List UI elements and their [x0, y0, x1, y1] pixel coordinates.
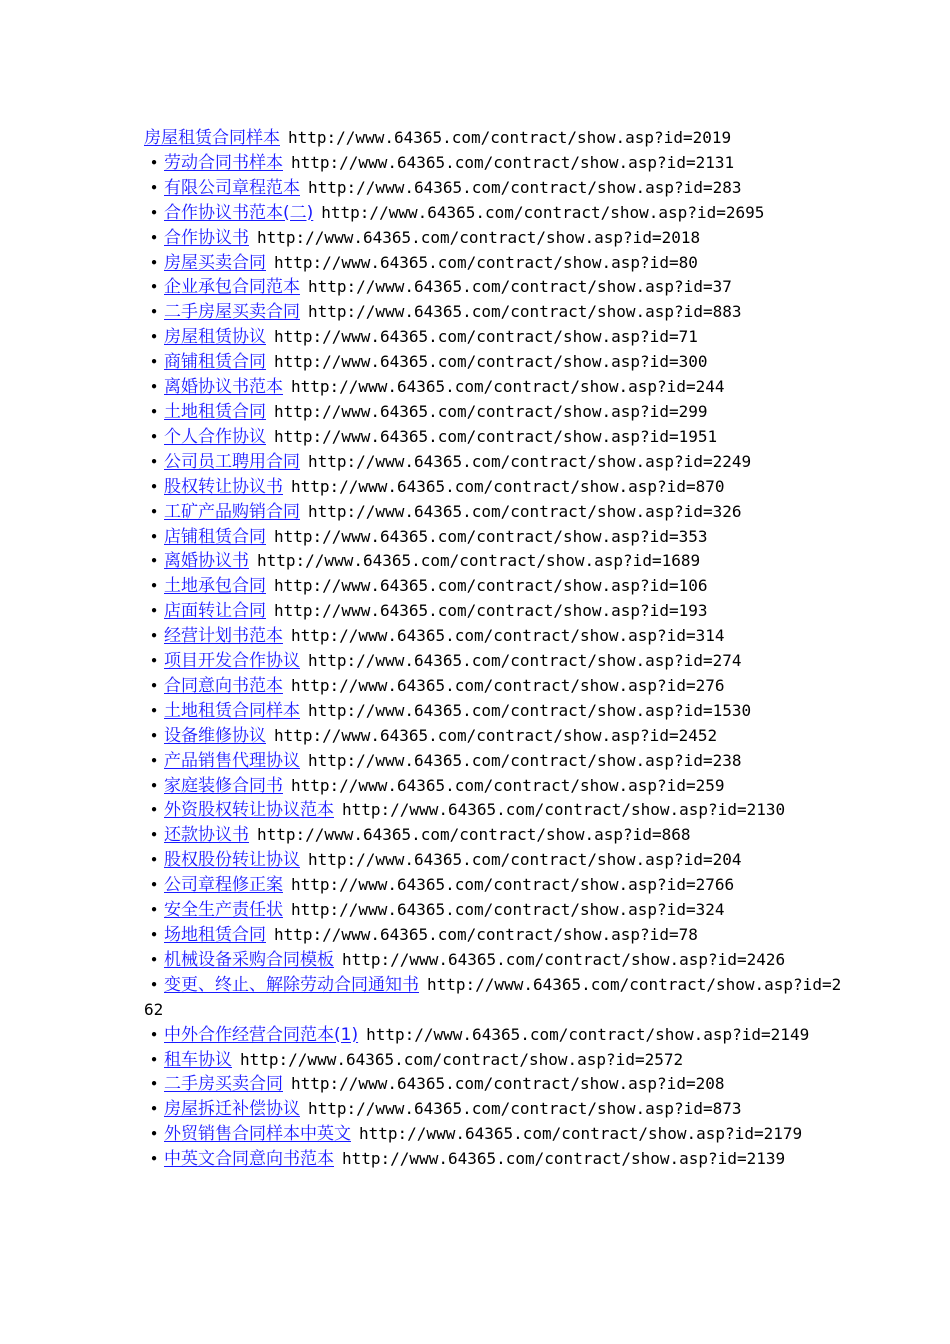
bullet-icon: • — [149, 253, 159, 272]
bullet-icon: • — [149, 178, 159, 197]
bullet-icon: • — [149, 328, 159, 347]
contract-url: http://www.64365.com/contract/show.asp?id=2139 — [342, 1149, 786, 1169]
bullet-icon: • — [149, 477, 159, 496]
contract-title-link[interactable]: 股权转让协议书 — [164, 476, 283, 497]
contract-title-link[interactable]: 项目开发合作协议 — [164, 651, 300, 672]
list-item — [144, 649, 844, 674]
bullet-icon: • — [149, 701, 159, 720]
bullet-icon: • — [149, 452, 159, 471]
contract-url: http://www.64365.com/contract/show.asp?id=259 — [291, 775, 725, 795]
contract-title-link[interactable]: 家庭装修合同书 — [164, 775, 283, 796]
bullet-icon: • — [149, 527, 159, 546]
list-item — [144, 724, 844, 749]
bullet-icon: • — [149, 203, 159, 222]
contract-title-link[interactable]: 店面转让合同 — [164, 601, 266, 622]
contract-title-link[interactable]: 还款协议书 — [164, 825, 249, 846]
list-item — [144, 624, 844, 649]
list-item — [144, 574, 844, 599]
contract-title-link[interactable]: 离婚协议书 — [164, 551, 249, 572]
contract-url: http://www.64365.com/contract/show.asp?id=353 — [274, 526, 708, 546]
bullet-icon: • — [149, 378, 159, 397]
list-item — [144, 325, 844, 350]
contract-url: http://www.64365.com/contract/show.asp?id=314 — [291, 626, 725, 646]
contract-title-link[interactable]: 中英文合同意向书范本 — [164, 1149, 334, 1170]
list-item — [144, 1048, 844, 1073]
list-item — [144, 674, 844, 699]
contract-title-link[interactable]: 店铺租赁合同 — [164, 526, 266, 547]
bullet-icon: • — [149, 602, 159, 621]
contract-url: http://www.64365.com/contract/show.asp?id=262 — [144, 974, 842, 1019]
list-item — [144, 350, 844, 375]
contract-url: http://www.64365.com/contract/show.asp?id=78 — [274, 925, 698, 944]
list-item — [144, 525, 844, 550]
bullet-icon: • — [149, 801, 159, 820]
list-item — [144, 898, 844, 923]
list-item — [144, 848, 844, 873]
contract-title-link[interactable]: 离婚协议书范本 — [164, 377, 283, 398]
bullet-icon: • — [149, 577, 159, 596]
contract-url: http://www.64365.com/contract/show.asp?id=2131 — [291, 152, 735, 172]
bullet-icon: • — [149, 901, 159, 920]
contract-url: http://www.64365.com/contract/show.asp?id=71 — [274, 327, 698, 347]
contract-url: http://www.64365.com/contract/show.asp?id=326 — [308, 501, 742, 521]
list-item — [144, 275, 844, 300]
bullet-icon: • — [149, 876, 159, 895]
list-item — [144, 126, 844, 151]
bullet-icon: • — [149, 851, 159, 870]
list-item — [144, 475, 844, 500]
contract-title-link[interactable]: 场地租赁合同 — [164, 925, 266, 945]
contract-title-link[interactable]: 劳动合同书样本 — [164, 152, 283, 173]
bullet-icon: • — [149, 552, 159, 571]
bullet-icon: • — [149, 153, 159, 172]
contract-title-link[interactable]: 变更、终止、解除劳动合同通知书 — [164, 974, 419, 995]
contract-url: http://www.64365.com/contract/show.asp?id=2766 — [291, 875, 735, 895]
list-item — [144, 774, 844, 799]
contract-title-link[interactable]: 房屋买卖合同 — [164, 252, 266, 273]
bullet-icon: • — [149, 402, 159, 421]
contract-url: http://www.64365.com/contract/show.asp?id=276 — [291, 675, 725, 695]
contract-url: http://www.64365.com/contract/show.asp?id=274 — [308, 651, 742, 671]
contract-title-link[interactable]: 合作协议书 — [164, 227, 249, 248]
list-item — [144, 300, 844, 325]
contract-title-link[interactable]: 房屋租赁协议 — [164, 327, 266, 348]
bullet-icon: • — [149, 1125, 159, 1144]
contract-url: http://www.64365.com/contract/show.asp?id=300 — [274, 352, 708, 372]
list-item — [144, 699, 844, 724]
contract-url: http://www.64365.com/contract/show.asp?id=2452 — [274, 725, 718, 745]
contract-url: http://www.64365.com/contract/show.asp?id=1951 — [274, 426, 718, 446]
list-item — [144, 1097, 844, 1122]
bullet-icon: • — [149, 950, 159, 969]
bullet-icon: • — [149, 1050, 159, 1069]
bullet-icon: • — [149, 926, 159, 944]
list-item — [144, 151, 844, 176]
contract-title-link[interactable]: 公司员工聘用合同 — [164, 451, 300, 472]
contract-url: http://www.64365.com/contract/show.asp?id=299 — [274, 401, 708, 421]
contract-title-link[interactable]: 个人合作协议 — [164, 426, 266, 447]
list-item — [144, 923, 844, 948]
contract-url: http://www.64365.com/contract/show.asp?id=2179 — [359, 1124, 803, 1144]
contract-url: http://www.64365.com/contract/show.asp?id=2695 — [321, 202, 765, 222]
contract-title-link[interactable]: 土地承包合同 — [164, 576, 266, 597]
contract-title-link[interactable]: 二手房屋买卖合同 — [164, 302, 300, 323]
list-item — [144, 1023, 844, 1048]
contract-url: http://www.64365.com/contract/show.asp?id=2426 — [342, 949, 786, 969]
contract-title-link[interactable]: 房屋租赁合同样本 — [144, 128, 280, 148]
contract-url: http://www.64365.com/contract/show.asp?id=2572 — [240, 1049, 684, 1069]
contract-title-link[interactable]: 设备维修协议 — [164, 725, 266, 746]
contract-url: http://www.64365.com/contract/show.asp?id=106 — [274, 576, 708, 596]
list-item — [144, 176, 844, 201]
bullet-icon: • — [149, 502, 159, 521]
list-item — [144, 1072, 844, 1097]
contract-url: http://www.64365.com/contract/show.asp?id=868 — [257, 825, 691, 845]
contract-title-link[interactable]: 机械设备采购合同模板 — [164, 949, 334, 970]
contract-title-link[interactable]: 商铺租赁合同 — [164, 352, 266, 373]
contract-url: http://www.64365.com/contract/show.asp?id=37 — [308, 277, 732, 297]
bullet-icon: • — [149, 652, 159, 671]
contract-url: http://www.64365.com/contract/show.asp?id=2149 — [366, 1024, 810, 1044]
contract-title-link[interactable]: 外资股权转让协议范本 — [164, 800, 334, 821]
list-item — [144, 400, 844, 425]
contract-url: http://www.64365.com/contract/show.asp?id=238 — [308, 750, 742, 770]
contract-url: http://www.64365.com/contract/show.asp?id=2249 — [308, 451, 752, 471]
bullet-icon: • — [149, 427, 159, 446]
bullet-icon: • — [149, 627, 159, 646]
bullet-icon: • — [149, 676, 159, 695]
contract-url: http://www.64365.com/contract/show.asp?id=324 — [291, 900, 725, 920]
bullet-icon: • — [149, 228, 159, 247]
bullet-icon: • — [149, 751, 159, 770]
contract-title-link[interactable]: 公司章程修正案 — [164, 875, 283, 896]
bullet-icon: • — [149, 303, 159, 322]
list-item — [144, 1147, 844, 1172]
list-item — [144, 375, 844, 400]
contract-url: http://www.64365.com/contract/show.asp?id=870 — [291, 476, 725, 496]
contract-url: http://www.64365.com/contract/show.asp?id=873 — [308, 1099, 742, 1119]
bullet-icon: • — [149, 1150, 159, 1169]
contract-url: http://www.64365.com/contract/show.asp?id=1689 — [257, 551, 701, 571]
list-item — [144, 425, 844, 450]
contract-title-link[interactable]: 土地租赁合同 — [164, 401, 266, 422]
list-item — [144, 1122, 844, 1147]
contract-url: http://www.64365.com/contract/show.asp?id=244 — [291, 377, 725, 397]
contract-title-link[interactable]: 中外合作经营合同范本(1) — [164, 1024, 359, 1045]
bullet-icon: • — [149, 1075, 159, 1094]
contract-link-list — [144, 126, 844, 1172]
contract-url: http://www.64365.com/contract/show.asp?id=2018 — [257, 227, 701, 247]
list-item — [144, 798, 844, 823]
contract-url: http://www.64365.com/contract/show.asp?id=1530 — [308, 700, 752, 720]
contract-url: http://www.64365.com/contract/show.asp?id=80 — [274, 252, 698, 272]
list-item — [144, 873, 844, 898]
list-item — [144, 251, 844, 276]
contract-url: http://www.64365.com/contract/show.asp?id=2019 — [288, 128, 732, 147]
contract-title-link[interactable]: 二手房买卖合同 — [164, 1074, 283, 1095]
contract-title-link[interactable]: 股权股份转让协议 — [164, 850, 300, 871]
list-item — [144, 500, 844, 525]
contract-title-link[interactable]: 合作协议书范本(二) — [164, 202, 314, 223]
list-item — [144, 201, 844, 226]
bullet-icon: • — [149, 826, 159, 845]
bullet-icon: • — [149, 1100, 159, 1119]
bullet-icon: • — [149, 278, 159, 297]
contract-title-link[interactable]: 合同意向书范本 — [164, 675, 283, 696]
list-item — [144, 948, 844, 973]
contract-title-link[interactable]: 产品销售代理协议 — [164, 750, 300, 771]
contract-url: http://www.64365.com/contract/show.asp?id=204 — [308, 850, 742, 870]
list-item — [144, 973, 844, 1023]
bullet-icon: • — [149, 1025, 159, 1044]
contract-title-link[interactable]: 安全生产责任状 — [164, 900, 283, 921]
contract-title-link[interactable]: 企业承包合同范本 — [164, 277, 300, 298]
contract-title-link[interactable]: 经营计划书范本 — [164, 626, 283, 647]
contract-url: http://www.64365.com/contract/show.asp?id=2130 — [342, 800, 786, 820]
list-item — [144, 599, 844, 624]
contract-title-link[interactable]: 外贸销售合同样本中英文 — [164, 1124, 351, 1145]
list-item — [144, 823, 844, 848]
contract-title-link[interactable]: 租车协议 — [164, 1049, 232, 1070]
list-item — [144, 549, 844, 574]
contract-url: http://www.64365.com/contract/show.asp?id=283 — [308, 177, 742, 197]
list-item — [144, 226, 844, 251]
contract-title-link[interactable]: 工矿产品购销合同 — [164, 501, 300, 522]
bullet-icon: • — [149, 975, 159, 994]
bullet-icon: • — [149, 726, 159, 745]
contract-title-link[interactable]: 有限公司章程范本 — [164, 177, 300, 198]
bullet-icon: • — [149, 353, 159, 372]
list-item — [144, 749, 844, 774]
list-item — [144, 450, 844, 475]
contract-url: http://www.64365.com/contract/show.asp?id=208 — [291, 1074, 725, 1094]
contract-url: http://www.64365.com/contract/show.asp?id=883 — [308, 302, 742, 322]
contract-title-link[interactable]: 土地租赁合同样本 — [164, 700, 300, 721]
contract-title-link[interactable]: 房屋拆迁补偿协议 — [164, 1099, 300, 1120]
contract-url: http://www.64365.com/contract/show.asp?id=193 — [274, 601, 708, 621]
bullet-icon: • — [149, 776, 159, 795]
